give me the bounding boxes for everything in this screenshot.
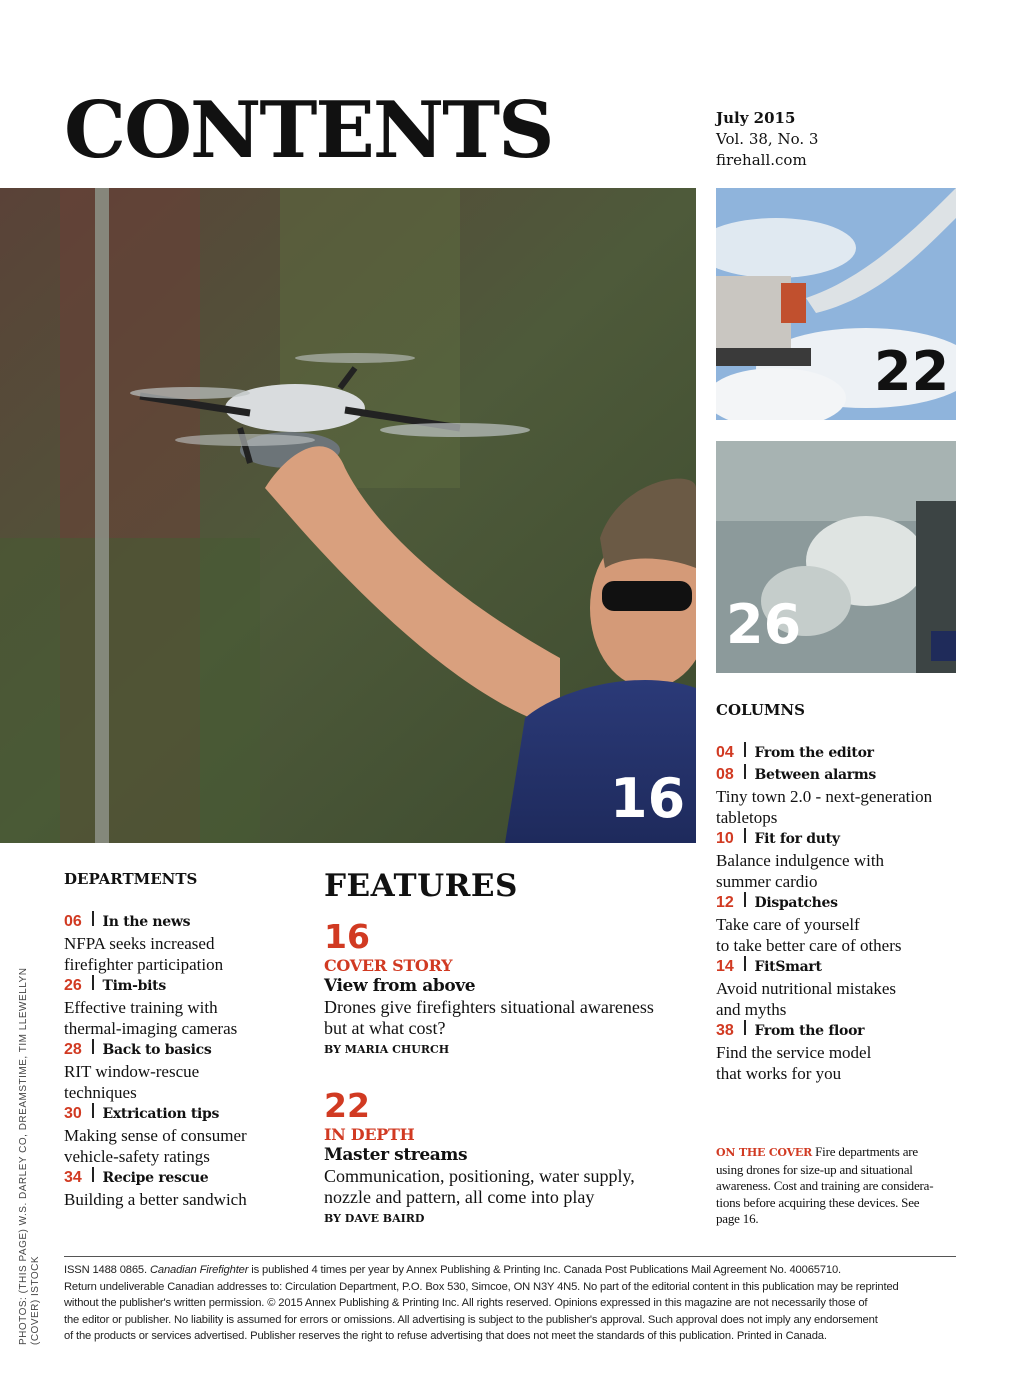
page-title: CONTENTS [64,85,553,176]
thumb-photo-aerial-ladder[interactable] [716,188,956,420]
thumb-page-number: 22 [874,340,950,403]
cover-note-lead: ON THE COVER [716,1146,813,1159]
feature-item[interactable] [324,1087,635,1225]
divider-bar [744,742,746,757]
feature-page-number: 16 [324,917,370,956]
footer-text: Return undeliverable Canadian addresses to: Circulation Department, P.O. Box 530, Simcoe, ON N3Y 4N5. No part of the editorial content in this publication may be reprinted [64,1280,899,1293]
feature-byline: BY DAVE BAIRD [324,1212,425,1225]
section-name: FitSmart [754,959,822,975]
feature-headline: View from above [324,976,476,996]
section-description: RIT window-rescue [64,1062,200,1081]
website-link[interactable]: firehall.com [716,151,807,169]
section-description: techniques [64,1083,137,1102]
page-number: 30 [64,1105,82,1122]
column-item[interactable] [716,764,956,786]
column-item[interactable] [716,1020,956,1042]
departments-list [64,911,304,1210]
section-name: Tim-bits [102,978,166,994]
footer-text: of the products or services advertised. Publisher reserves the right to refuse advertising that does not meet the standards of this publication. Printed in Canada. [64,1330,827,1342]
columns-list [716,742,956,1084]
department-item[interactable] [64,1167,304,1189]
divider-bar [92,975,94,990]
section-name: From the editor [754,745,874,761]
on-the-cover-note [716,1144,956,1228]
divider-bar [744,892,746,907]
issue-info [716,108,818,171]
section-name: Extrication tips [102,1106,220,1122]
section-description: Building a better sandwich [64,1190,247,1209]
thumb-photo-thermal-imaging[interactable] [716,441,956,673]
photo-credit-line: PHOTOS: (THIS PAGE) W.S. DARLEY CO, DREAMSTIME, TIM LLEWELLYN [18,967,29,1345]
issue-volume: Vol. 38, No. 3 [716,130,819,148]
department-item[interactable] [64,975,304,997]
page-number: 14 [716,958,734,975]
feature-byline: BY MARIA CHURCH [324,1043,450,1056]
section-description: firefighter participation [64,955,224,974]
issn: ISSN 1488 0865. [64,1264,147,1276]
cover-note-text: Fire departments are [815,1144,918,1159]
section-description: Making sense of consumer [64,1126,247,1145]
section-description: tabletops [716,808,778,827]
section-description: Take care of yourself [716,915,860,934]
footer-text: without the publisher's written permission. © 2015 Annex Publishing & Printing Inc. All rights reserved. Opinions expressed in this magazine are not necessarily those of [64,1297,868,1309]
divider-bar [92,911,94,926]
page-number: 10 [716,830,734,847]
page-number: 08 [716,766,734,783]
section-description: Balance indulgence with [716,851,885,870]
cover-note-text: page 16. [716,1211,759,1226]
feature-headline: Master streams [324,1145,468,1165]
divider-bar [92,1103,94,1118]
section-description: Tiny town 2.0 - next-generation [716,787,933,806]
footer-divider [64,1256,956,1257]
divider-bar [744,1020,746,1035]
section-description: thermal-imaging cameras [64,1019,238,1038]
cover-note-text: tions before acquiring these devices. See [716,1194,920,1210]
divider-bar [744,956,746,971]
thumb-page-number: 26 [726,593,802,656]
hero-page-number: 16 [610,767,686,830]
cover-note-text: using drones for size-up and situational [716,1161,913,1177]
department-item[interactable] [64,1039,304,1061]
columns-heading: COLUMNS [716,701,805,719]
magazine-name: Canadian Firefighter [149,1264,249,1276]
footer-text: the editor or publisher. No liability is assumed for errors or omissions. All advertising is subject to the publisher's approval. Such approval does not imply any endorsement [64,1313,878,1326]
section-description: to take better care of others [716,936,902,955]
page-number: 04 [716,744,734,761]
section-name: In the news [102,914,191,930]
column-item[interactable] [716,742,956,764]
page-number: 34 [64,1169,82,1186]
column-item[interactable] [716,892,956,914]
section-name: Recipe rescue [102,1170,209,1186]
section-name: Between alarms [754,767,876,783]
section-description: Avoid nutritional mistakes [716,979,897,998]
feature-kicker: IN DEPTH [324,1125,415,1144]
departments-heading: DEPARTMENTS [64,870,198,888]
page-number: 12 [716,894,734,911]
department-item[interactable] [64,1103,304,1125]
issue-date: July 2015 [716,109,796,127]
section-name: From the floor [754,1023,865,1039]
section-name: Back to basics [102,1042,212,1058]
features-heading: FEATURES [324,868,518,904]
feature-deck-line: nozzle and pattern, all come into play [324,1187,595,1207]
feature-deck-line: but at what cost? [324,1018,446,1038]
footer-text: is published 4 times per year by Annex Publishing & Printing Inc. Canada Post Publications Mail Agreement No. 40065710. [251,1264,842,1276]
page-number: 38 [716,1022,734,1039]
photo-credit [18,945,42,1345]
section-description: vehicle-safety ratings [64,1147,210,1166]
section-description: Find the service model [716,1043,872,1062]
page-number: 28 [64,1041,82,1058]
page-number: 26 [64,977,82,994]
section-description: and myths [716,1000,787,1019]
feature-deck-line: Communication, positioning, water supply, [324,1166,635,1186]
hero-photo-drone [0,188,696,843]
feature-item[interactable] [324,918,654,1056]
section-description: NFPA seeks increased [64,934,215,953]
section-description: Effective training with [64,998,218,1017]
feature-kicker: COVER STORY [324,956,453,975]
divider-bar [744,828,746,843]
section-description: that works for you [716,1064,842,1083]
feature-page-number: 22 [324,1086,370,1125]
department-item[interactable] [64,911,304,933]
feature-deck-line: Drones give firefighters situational awareness [324,997,654,1017]
divider-bar [92,1167,94,1182]
section-name: Dispatches [754,895,838,911]
column-item[interactable] [716,828,956,850]
cover-note-text: awareness. Cost and training are considera- [716,1178,934,1193]
section-description: summer cardio [716,872,818,891]
column-item[interactable] [716,956,956,978]
publication-info [64,1262,956,1345]
section-name: Fit for duty [754,831,840,847]
divider-bar [744,764,746,779]
divider-bar [92,1039,94,1054]
page-number: 06 [64,913,82,930]
photo-credit-line: (COVER) ISTOCK [30,1255,41,1345]
